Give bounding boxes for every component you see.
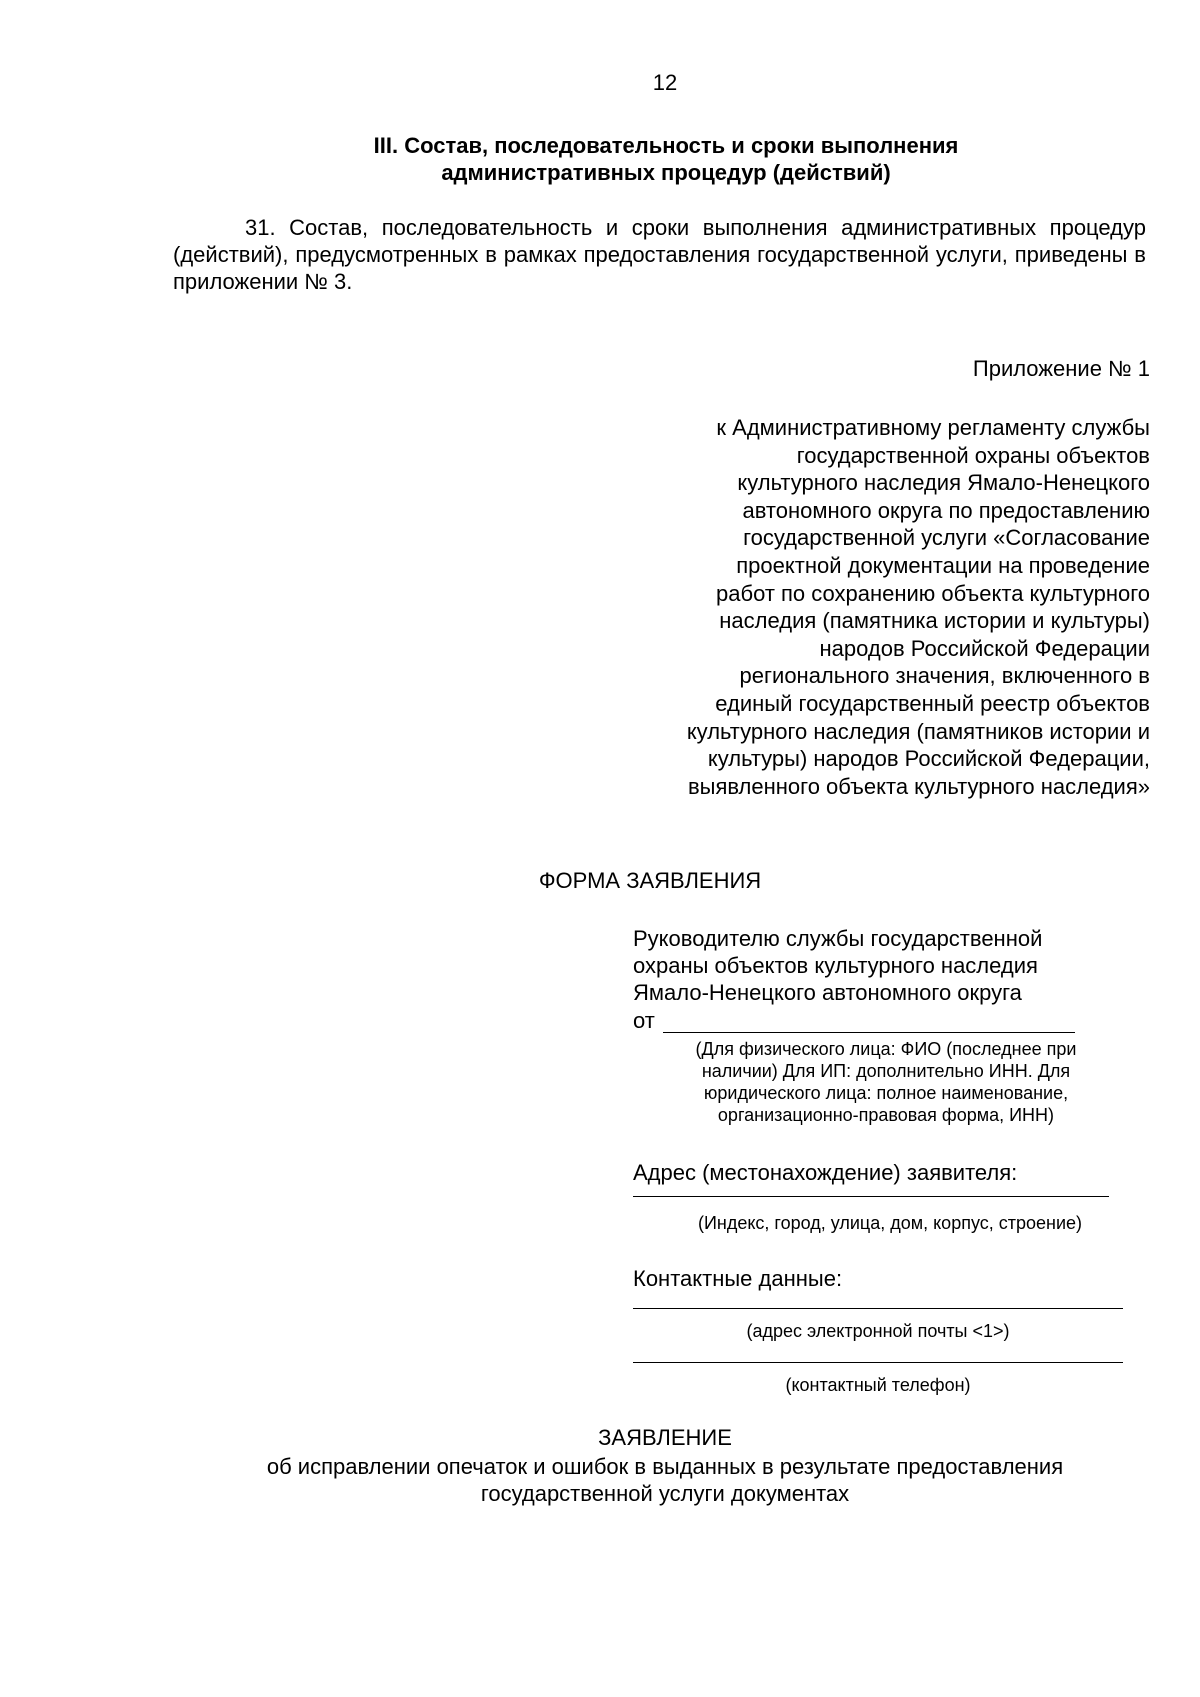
address-label: Адрес (местонахождение) заявителя: [633,1160,1018,1185]
recipient-block [633,925,1103,1006]
appendix-line: народов Российской Федерации [819,635,1150,661]
email-field-line[interactable] [633,1308,1123,1309]
section-title [176,132,1156,186]
appendix-line: выявленного объекта культурного наследия» [687,773,1150,799]
appendix-body [600,414,1150,800]
appendix-line: проектной документации на проведение [736,552,1150,578]
form-title: ФОРМА ЗАЯВЛЕНИЯ [538,868,762,893]
appendix-line: культурного наследия (памятников истории и [686,718,1150,744]
email-hint: (адрес электронной почты <1>) [746,1321,1010,1341]
recipient-line: Ямало-Ненецкого автономного округа [633,980,1022,1005]
section-title-line: III. Состав, последовательность и сроки выполнения [373,133,959,158]
recipient-line: охраны объектов культурного наследия [633,953,1038,978]
applicant-field-line[interactable] [663,1032,1075,1033]
appendix-line: автономного округа по предоставлению [742,497,1150,523]
statement-title: ЗАЯВЛЕНИЕ [598,1425,732,1450]
applicant-hint-line: юридического лица: полное наименование, [703,1083,1069,1103]
section-paragraph: 31. Состав, последовательность и сроки выполнения административных процедур (действий), предусмотренных в рамках предоставления государственной услуги, приведены в приложении № 3. [173,215,1146,294]
appendix-line: единый государственный реестр объектов [715,690,1150,716]
applicant-hint-line: организационно-правовая форма, ИНН) [717,1105,1055,1125]
statement-subtitle [160,1453,1170,1507]
phone-hint: (контактный телефон) [785,1375,971,1395]
appendix-line: государственной охраны объектов [796,442,1150,468]
address-field-line[interactable] [633,1196,1109,1197]
applicant-hint [666,1038,1106,1126]
phone-field-line[interactable] [633,1362,1123,1363]
applicant-hint-line: наличии) Для ИП: дополнительно ИНН. Для [701,1061,1071,1081]
appendix-line: культурного наследия Ямало-Ненецкого [737,470,1150,496]
statement-subtitle-line: об исправлении опечаток и ошибок в выданных в результате предоставления [266,1454,1064,1479]
recipient-line: Руководителю службы государственной [633,926,1043,951]
from-label: от [633,1008,655,1033]
appendix-line: к Административному регламенту службы [716,415,1150,440]
address-hint: (Индекс, город, улица, дом, корпус, строение) [697,1213,1083,1233]
section-title-line: административных процедур (действий) [441,160,891,185]
appendix-line: государственной услуги «Согласование [743,525,1150,551]
contacts-label: Контактные данные: [633,1266,843,1291]
appendix-line: культуры) народов Российской Федерации, [707,746,1150,772]
appendix-line: работ по сохранению объекта культурного [716,580,1150,606]
appendix-line: наследия (памятника истории и культуры) [719,608,1150,634]
statement-subtitle-line: государственной услуги документах [480,1481,850,1506]
appendix-line: регионального значения, включенного в [739,663,1150,689]
page-number: 12 [652,70,678,95]
applicant-hint-line: (Для физического лица: ФИО (последнее при [695,1039,1077,1059]
appendix-label: Приложение № 1 [972,356,1150,381]
applicant-row [633,1008,1103,1036]
